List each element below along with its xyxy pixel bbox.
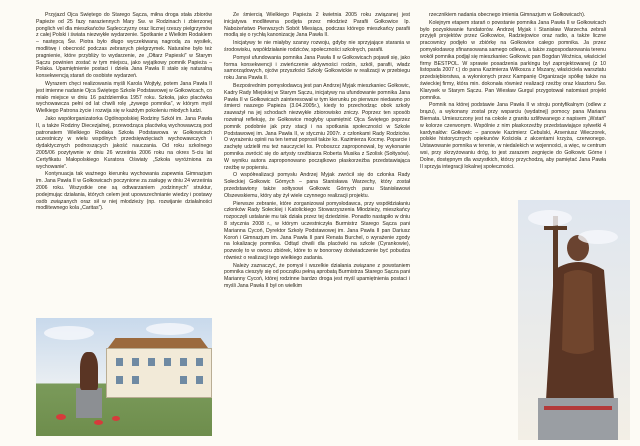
school-monument-photo xyxy=(36,318,212,436)
paragraph: Pierwsze zebranie, które zorganizował pomysłodawca, przy współdziałaniu członków Rady Sołeckiej i Katolickiego Stowarzyszenia Młodzieży, mieszkańcy rozpoczęli ustalanie mu tak działa przez tej dziedzinie. Ponadto nastąpiło w dniu 8 stycznia 2008 r., w którym uczestniczyła Burmistrz Starego Sącza pani Marianna Cycoń, Dyrektor Szkoły Podstawowej im. Jana Pawła II pan Dariusz Koroń i Gimnazjum im. Jana Pawła II pani Renata Burchel, o wyrażenie zgody na lokalizację pomnika. Odtąd chwili dla placówki na szkole (Cyrankowie), pozwolę to w owocu zbiórek, które to w bonorowy doświadczenie być pobudza również o realizacji tego wielkiego zadania. xyxy=(224,200,410,261)
paragraph: O współrealizacji pomysłu Andrzej Myjak zwrócił się do członka Rady Sołeckiej Gołkowic Górnych – pana Stanisława Warzechy, który został przedstawiony także sołtysowi Gołkowic Górnych panu Stanisławowi Olszewskiemu, który aby żył wiele czynnego realizacji projektu. xyxy=(224,172,410,199)
paragraph: Przyjazd Ojca Świętego do Starego Sącza, miłna droga stała zbiorów Papieże od 25 fazy naraziennych Mary Sw. w Rodzinach i zbierzonej ponglich vel dla mieszkańców Sądecczyzny oraz licznej rzeszy pielgrzymów z całej Polski i świata niezwykłe wydarzenie. Spotkanie z Wielkim Rodakiem – następcą Św. Piotra było długo wyczekiwaną nagrodą za wysiłek, modlitwę i obecność podczas zebranych pielgrzymek. Naturalne było też pragnienie, które przybliży to wydarzenie, ze „Ołtarz Papieski” w Starym Sączu powinien zostać w tym miejscu, jako wyjątkowy pomnik Papieża – Polaka. Upamiętnienie postaci i dzieła Jana Pawła II stało się naturalną konsekwencją starań do osobiste wydarzeń. xyxy=(36,12,212,80)
paragraph: Kontynuacja tak ważnego kierunku wychowania zapewnia Gimnazjum im. Jana Pawła II w Gołkowicach poczynione za zasługę w dniu 24 września 2006 roku. Wszystkie one są odtwarzaniem „rodzinnych” struktur, podejmując działania, których celem jest upowszechnianie wiedzy i postawy osób związanych oraz sił w niej młodzieży (np. rozwijanie działalności modlitewnego kola „Caritas”). xyxy=(36,171,212,212)
text-column-1 xyxy=(36,12,212,252)
paragraph: Pomysł ufundowania pomnika Jana Pawła II w Gołkowicach pojawił się, jako forma konsekwencji i zwieńczenie aktywności rodzin, szkół, parafii, władz samorządowych, ojców przyszłości Szkoły Gołkowickie w realizacji w przebiegu roku Jana Pawła II. xyxy=(224,54,410,82)
paragraph: Kolejnym etapem starań o powstanie pomnika Jana Pawła II w Gołkowicach było pozyskiwanie fundatorów. Andrzej Myjak i Stanisław Warzecha zebrali przyjęli projektów przez Gołkowice, Radziejowice oraz radio, a także liczne pracownicy podjęło w zbiórkę na Gołkowice całego pomnika. Ja przez pomysłodawcę sfinansowana samego odlewu, a także zagospodarowania terenu wokół pomnika podjął się mieszkaniec Gołkowic pan Bogdan Woźnica, właściciel firmy BESTPOL. W sprawie posadzenia parkingu był zaprojektowanej (z 10 listopada 2007 r.) do pana Kazimierza Wilkosza z Mszany, właściciela warsztatu przedsiębiorstwa, a wyłonionych przez Kampanię Organizacje spółkę także na świeckiej firmy, która min. dokonała również realizacji rzeźby oraz klasztoru Św. Klarysek w Starym Sączu. Pan Wiesław Gurgul przygotował natomiast projekt pomnika. xyxy=(420,19,606,101)
text-column-2 xyxy=(224,12,410,436)
paragraph: Jako współorganizatorka Ogólnopolskiej Rodziny Szkół im. Jana Pawła II, a także Rodziny Diecezjalnej, przewodząca placówką wychowawczą pod patronatem Wielkiego Rodaka Szkoła Podstawowa w Gołkowicach uczestniczy w wielu wspólnych przedsięwzięciach wychowawczych i dydaktycznych podnoszących jakość nauczania. Od roku szkolnego 2005/06 pozytywnie w dniu 26 września 2006 roku na okres 5-ciu lat Certyfikatu Małopolskiego Kuratora Oświaty „Szkoła wyróżniona za wychowanie”. xyxy=(36,115,212,170)
paragraph: Należy zaznaczyć, że pomysł i wszelkie działania związane z powstaniem pomnika cieszyły się od początku pełną aprobatą Burmistrza Starego Sącza pani Marianny Cycoń, której rodzinne bardzo droga jest myśl upamiętnienia postaci i myśli Jana Pawła II był on wielkim xyxy=(224,262,410,290)
paragraph: Ze śmiercią Wielkiego Papieża 2 kwietnia 2005 roku związanej jest inicjatywa modlitewna podjęta przez młodzież Parafii Gołkowice Ip. Nabożeństwo Pierwszych Sobót Miesiąca, podczas którego mieszkańcy parafii modlą się o rychłą kanonizację Jana Pawła II. xyxy=(224,12,410,39)
paragraph: Bezpośrednim pomysłodawcą jest pan Andrzej Myjak mieszkaniec Gołkowic, Kadry Rady Miejskiej w Starym Sączu, inicjatywy na ufundowanie pomnika Jana Pawła II w Gołkowicach zainteresował w tym kierunku po pierwsze niedawno po śmierci naszego Papieża (3.04.2005r.), kiedy to przechodząc obok szkoły zauważył na jej schodach niezwykłe zbiorowisko zniczy. Poprzez ten sposób rozwinął refleksję, że Gołkowice mogłyby upamiętnić Ojca Świętego poprzez pomnik podobnie jak przy stacji i na spotkania społeczności w Szkole Podstawowej im. Jana Pawła II, w styczniu 2007r. z członkami Rady Rodziców. O wyrażeniu opinii na ten temat poprosił także ks. Kazimierza Kocmę. Poparcie i zachętę udzielił mu też nauczyciel ks. Proboszcz zaproponował, by wykonanie pomnika zwrócić się do artysty rzeźbiarza Roberta Musika z Szolisk (Sołtysów). W wyniku autora zaproponowano początkowo płaskorzeźba przedstawiająca rzeźbę w popiersiu. xyxy=(224,82,410,171)
paragraph: Wyrazem chęci realizowania myśli Karola Wojtyły, potem Jana Pawła II jest imienne nadanie Ojca Świętego Szkole Podstawowej w Gołkowicach, co miało miejsce w dniu 16 października 1957 roku. Szkoła, jako placówka wychowawcza pełni od lat chwili rolę „żywego pomnika”, w którym myśl Wielkiego Patrona życie i rozwija się w każdym pokoleniu młodych ludzi. xyxy=(36,80,212,115)
paragraph: rzecznikiem nadania obecnego imienia Gimnazjum w Gołkowicach). xyxy=(429,12,586,18)
statue-photo xyxy=(518,200,630,440)
paragraph: Inicjatywy te nie miałyby szansy rozwoju, gdyby nie sprzyjające starania w środowisku, współdziałanie rodziców, społeczności szkolnych, parafii. xyxy=(224,40,410,53)
paragraph: Pomnik na której podstawie Jana Pawła II w stroju pontyfikalnym (odlew z brązu), a wykonany został przy wsparciu (wydatnej) pomocy pana Mariana Biernata. Umieszczony jest na cokole z granitu szlifowanego z napisem „Wstań” w kolorze czerwonym. Wspólnie z nim płaskorzeźby przedstawiające sylwetki 4 kardynałów: Gołkowic – panowie Kazimierz Cebulski, Arseniusz Wieczorek, polskie historycznych opiekunów Kościoła z akcentami krzyża, czerwonego. Ustawowanie pomnika w terenie, w niedalekich w wojenności, a więc, w centrum wsi, przy skrzyżowaniu dróg, to jest zarazem zegnięcie do Gołkowic Górne i Dolne, dostępnym dla wszystkich, którzy przychodzą, aby pamiętać Jana Pawła II sprzyja integracji lokalnej społeczności. xyxy=(420,102,606,170)
